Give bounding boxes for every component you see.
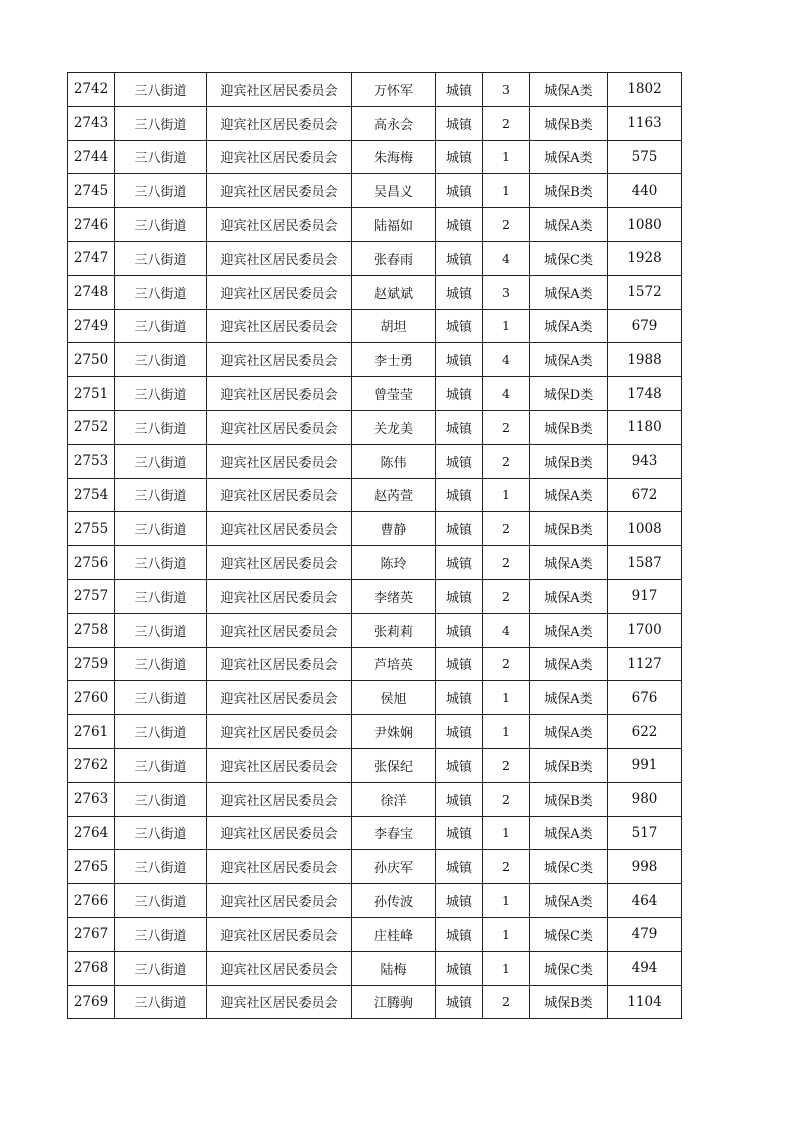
- amount-cell: 1008: [608, 512, 682, 546]
- name-cell: 江腾驹: [352, 985, 436, 1019]
- street-cell: 三八街道: [115, 681, 207, 715]
- record-id-cell: 2753: [68, 444, 115, 478]
- committee-cell: 迎宾社区居民委员会: [207, 241, 352, 275]
- record-id-cell: 2759: [68, 647, 115, 681]
- category-cell: 城保A类: [530, 343, 608, 377]
- household-type-cell: 城镇: [436, 174, 483, 208]
- street-cell: 三八街道: [115, 816, 207, 850]
- street-cell: 三八街道: [115, 73, 207, 107]
- category-cell: 城保B类: [530, 748, 608, 782]
- category-cell: 城保B类: [530, 444, 608, 478]
- amount-cell: 622: [608, 715, 682, 749]
- category-cell: 城保A类: [530, 546, 608, 580]
- street-cell: 三八街道: [115, 850, 207, 884]
- street-cell: 三八街道: [115, 715, 207, 749]
- member-count-cell: 2: [483, 410, 530, 444]
- amount-cell: 464: [608, 884, 682, 918]
- record-id-cell: 2752: [68, 410, 115, 444]
- member-count-cell: 1: [483, 816, 530, 850]
- member-count-cell: 1: [483, 309, 530, 343]
- category-cell: 城保C类: [530, 241, 608, 275]
- amount-cell: 1180: [608, 410, 682, 444]
- record-id-cell: 2755: [68, 512, 115, 546]
- household-type-cell: 城镇: [436, 579, 483, 613]
- record-id-cell: 2750: [68, 343, 115, 377]
- member-count-cell: 1: [483, 715, 530, 749]
- table-row: [68, 850, 682, 884]
- household-type-cell: 城镇: [436, 816, 483, 850]
- amount-cell: 998: [608, 850, 682, 884]
- name-cell: 李士勇: [352, 343, 436, 377]
- table-row: [68, 275, 682, 309]
- member-count-cell: 2: [483, 444, 530, 478]
- amount-cell: 980: [608, 782, 682, 816]
- record-id-cell: 2757: [68, 579, 115, 613]
- record-id-cell: 2763: [68, 782, 115, 816]
- household-type-cell: 城镇: [436, 917, 483, 951]
- member-count-cell: 1: [483, 140, 530, 174]
- table-row: [68, 174, 682, 208]
- table-row: [68, 546, 682, 580]
- table-row: [68, 951, 682, 985]
- household-type-cell: 城镇: [436, 208, 483, 242]
- street-cell: 三八街道: [115, 343, 207, 377]
- name-cell: 朱海梅: [352, 140, 436, 174]
- name-cell: 胡坦: [352, 309, 436, 343]
- household-type-cell: 城镇: [436, 343, 483, 377]
- committee-cell: 迎宾社区居民委员会: [207, 613, 352, 647]
- committee-cell: 迎宾社区居民委员会: [207, 816, 352, 850]
- table-row: [68, 343, 682, 377]
- amount-cell: 991: [608, 748, 682, 782]
- street-cell: 三八街道: [115, 309, 207, 343]
- committee-cell: 迎宾社区居民委员会: [207, 782, 352, 816]
- category-cell: 城保B类: [530, 174, 608, 208]
- household-type-cell: 城镇: [436, 715, 483, 749]
- category-cell: 城保B类: [530, 106, 608, 140]
- name-cell: 孙传波: [352, 884, 436, 918]
- household-type-cell: 城镇: [436, 850, 483, 884]
- household-type-cell: 城镇: [436, 512, 483, 546]
- record-id-cell: 2769: [68, 985, 115, 1019]
- table-row: [68, 715, 682, 749]
- street-cell: 三八街道: [115, 106, 207, 140]
- committee-cell: 迎宾社区居民委员会: [207, 444, 352, 478]
- record-id-cell: 2748: [68, 275, 115, 309]
- table-row: [68, 748, 682, 782]
- household-type-cell: 城镇: [436, 444, 483, 478]
- record-id-cell: 2744: [68, 140, 115, 174]
- category-cell: 城保A类: [530, 647, 608, 681]
- record-id-cell: 2742: [68, 73, 115, 107]
- name-cell: 孙庆军: [352, 850, 436, 884]
- amount-cell: 679: [608, 309, 682, 343]
- committee-cell: 迎宾社区居民委员会: [207, 275, 352, 309]
- street-cell: 三八街道: [115, 748, 207, 782]
- street-cell: 三八街道: [115, 512, 207, 546]
- category-cell: 城保D类: [530, 377, 608, 411]
- committee-cell: 迎宾社区居民委员会: [207, 140, 352, 174]
- name-cell: 赵斌斌: [352, 275, 436, 309]
- name-cell: 芦培英: [352, 647, 436, 681]
- street-cell: 三八街道: [115, 917, 207, 951]
- household-type-cell: 城镇: [436, 275, 483, 309]
- street-cell: 三八街道: [115, 884, 207, 918]
- street-cell: 三八街道: [115, 377, 207, 411]
- street-cell: 三八街道: [115, 546, 207, 580]
- member-count-cell: 2: [483, 106, 530, 140]
- member-count-cell: 4: [483, 343, 530, 377]
- name-cell: 赵芮萱: [352, 478, 436, 512]
- category-cell: 城保A类: [530, 140, 608, 174]
- amount-cell: 440: [608, 174, 682, 208]
- member-count-cell: 2: [483, 579, 530, 613]
- committee-cell: 迎宾社区居民委员会: [207, 106, 352, 140]
- committee-cell: 迎宾社区居民委员会: [207, 579, 352, 613]
- street-cell: 三八街道: [115, 410, 207, 444]
- household-type-cell: 城镇: [436, 951, 483, 985]
- record-id-cell: 2751: [68, 377, 115, 411]
- member-count-cell: 3: [483, 73, 530, 107]
- amount-cell: 1127: [608, 647, 682, 681]
- street-cell: 三八街道: [115, 174, 207, 208]
- committee-cell: 迎宾社区居民委员会: [207, 343, 352, 377]
- amount-cell: 575: [608, 140, 682, 174]
- amount-cell: 479: [608, 917, 682, 951]
- category-cell: 城保B类: [530, 512, 608, 546]
- committee-cell: 迎宾社区居民委员会: [207, 647, 352, 681]
- name-cell: 庄桂峰: [352, 917, 436, 951]
- table-row: [68, 613, 682, 647]
- name-cell: 陆梅: [352, 951, 436, 985]
- street-cell: 三八街道: [115, 478, 207, 512]
- name-cell: 尹姝娴: [352, 715, 436, 749]
- table-row: [68, 884, 682, 918]
- household-type-cell: 城镇: [436, 478, 483, 512]
- committee-cell: 迎宾社区居民委员会: [207, 546, 352, 580]
- committee-cell: 迎宾社区居民委员会: [207, 951, 352, 985]
- table-row: [68, 681, 682, 715]
- amount-cell: 1587: [608, 546, 682, 580]
- name-cell: 陈玲: [352, 546, 436, 580]
- records-table-body: [68, 73, 682, 1019]
- street-cell: 三八街道: [115, 951, 207, 985]
- name-cell: 侯旭: [352, 681, 436, 715]
- name-cell: 高永会: [352, 106, 436, 140]
- record-id-cell: 2745: [68, 174, 115, 208]
- category-cell: 城保A类: [530, 208, 608, 242]
- category-cell: 城保B类: [530, 410, 608, 444]
- household-type-cell: 城镇: [436, 782, 483, 816]
- table-row: [68, 782, 682, 816]
- table-row: [68, 647, 682, 681]
- amount-cell: 494: [608, 951, 682, 985]
- household-type-cell: 城镇: [436, 985, 483, 1019]
- household-type-cell: 城镇: [436, 681, 483, 715]
- table-row: [68, 73, 682, 107]
- amount-cell: 1802: [608, 73, 682, 107]
- member-count-cell: 1: [483, 884, 530, 918]
- record-id-cell: 2749: [68, 309, 115, 343]
- household-type-cell: 城镇: [436, 546, 483, 580]
- category-cell: 城保A类: [530, 884, 608, 918]
- name-cell: 万怀军: [352, 73, 436, 107]
- name-cell: 陆福如: [352, 208, 436, 242]
- category-cell: 城保A类: [530, 309, 608, 343]
- committee-cell: 迎宾社区居民委员会: [207, 478, 352, 512]
- household-type-cell: 城镇: [436, 410, 483, 444]
- street-cell: 三八街道: [115, 140, 207, 174]
- member-count-cell: 1: [483, 681, 530, 715]
- amount-cell: 943: [608, 444, 682, 478]
- committee-cell: 迎宾社区居民委员会: [207, 850, 352, 884]
- committee-cell: 迎宾社区居民委员会: [207, 73, 352, 107]
- committee-cell: 迎宾社区居民委员会: [207, 309, 352, 343]
- committee-cell: 迎宾社区居民委员会: [207, 681, 352, 715]
- household-type-cell: 城镇: [436, 748, 483, 782]
- record-id-cell: 2760: [68, 681, 115, 715]
- category-cell: 城保C类: [530, 850, 608, 884]
- record-id-cell: 2743: [68, 106, 115, 140]
- record-id-cell: 2767: [68, 917, 115, 951]
- amount-cell: 1988: [608, 343, 682, 377]
- table-row: [68, 410, 682, 444]
- table-row: [68, 917, 682, 951]
- amount-cell: 1104: [608, 985, 682, 1019]
- record-id-cell: 2765: [68, 850, 115, 884]
- household-type-cell: 城镇: [436, 73, 483, 107]
- category-cell: 城保A类: [530, 478, 608, 512]
- category-cell: 城保B类: [530, 782, 608, 816]
- category-cell: 城保A类: [530, 73, 608, 107]
- member-count-cell: 2: [483, 985, 530, 1019]
- table-row: [68, 579, 682, 613]
- member-count-cell: 3: [483, 275, 530, 309]
- name-cell: 吴昌义: [352, 174, 436, 208]
- amount-cell: 1928: [608, 241, 682, 275]
- member-count-cell: 4: [483, 377, 530, 411]
- committee-cell: 迎宾社区居民委员会: [207, 512, 352, 546]
- name-cell: 张春雨: [352, 241, 436, 275]
- household-type-cell: 城镇: [436, 140, 483, 174]
- record-id-cell: 2761: [68, 715, 115, 749]
- table-row: [68, 478, 682, 512]
- amount-cell: 1572: [608, 275, 682, 309]
- name-cell: 李春宝: [352, 816, 436, 850]
- amount-cell: 1163: [608, 106, 682, 140]
- table-row: [68, 241, 682, 275]
- record-id-cell: 2747: [68, 241, 115, 275]
- table-row: [68, 444, 682, 478]
- record-id-cell: 2754: [68, 478, 115, 512]
- category-cell: 城保A类: [530, 816, 608, 850]
- household-type-cell: 城镇: [436, 309, 483, 343]
- street-cell: 三八街道: [115, 208, 207, 242]
- household-type-cell: 城镇: [436, 377, 483, 411]
- category-cell: 城保A类: [530, 715, 608, 749]
- committee-cell: 迎宾社区居民委员会: [207, 410, 352, 444]
- name-cell: 张莉莉: [352, 613, 436, 647]
- records-table: [67, 72, 682, 1019]
- member-count-cell: 2: [483, 748, 530, 782]
- member-count-cell: 1: [483, 478, 530, 512]
- amount-cell: 672: [608, 478, 682, 512]
- record-id-cell: 2764: [68, 816, 115, 850]
- name-cell: 张保纪: [352, 748, 436, 782]
- amount-cell: 1700: [608, 613, 682, 647]
- category-cell: 城保A类: [530, 613, 608, 647]
- committee-cell: 迎宾社区居民委员会: [207, 174, 352, 208]
- street-cell: 三八街道: [115, 985, 207, 1019]
- record-id-cell: 2768: [68, 951, 115, 985]
- name-cell: 关龙美: [352, 410, 436, 444]
- household-type-cell: 城镇: [436, 647, 483, 681]
- committee-cell: 迎宾社区居民委员会: [207, 917, 352, 951]
- name-cell: 李绪英: [352, 579, 436, 613]
- category-cell: 城保A类: [530, 579, 608, 613]
- record-id-cell: 2762: [68, 748, 115, 782]
- record-id-cell: 2766: [68, 884, 115, 918]
- household-type-cell: 城镇: [436, 241, 483, 275]
- street-cell: 三八街道: [115, 444, 207, 478]
- amount-cell: 1080: [608, 208, 682, 242]
- member-count-cell: 1: [483, 951, 530, 985]
- table-row: [68, 140, 682, 174]
- committee-cell: 迎宾社区居民委员会: [207, 884, 352, 918]
- amount-cell: 676: [608, 681, 682, 715]
- table-row: [68, 309, 682, 343]
- member-count-cell: 2: [483, 782, 530, 816]
- name-cell: 曹静: [352, 512, 436, 546]
- name-cell: 徐洋: [352, 782, 436, 816]
- record-id-cell: 2746: [68, 208, 115, 242]
- member-count-cell: 1: [483, 917, 530, 951]
- member-count-cell: 4: [483, 241, 530, 275]
- amount-cell: 917: [608, 579, 682, 613]
- category-cell: 城保A类: [530, 275, 608, 309]
- table-row: [68, 985, 682, 1019]
- member-count-cell: 2: [483, 647, 530, 681]
- member-count-cell: 1: [483, 174, 530, 208]
- committee-cell: 迎宾社区居民委员会: [207, 985, 352, 1019]
- member-count-cell: 2: [483, 546, 530, 580]
- committee-cell: 迎宾社区居民委员会: [207, 208, 352, 242]
- table-row: [68, 106, 682, 140]
- record-id-cell: 2756: [68, 546, 115, 580]
- name-cell: 陈伟: [352, 444, 436, 478]
- category-cell: 城保B类: [530, 985, 608, 1019]
- category-cell: 城保C类: [530, 951, 608, 985]
- record-id-cell: 2758: [68, 613, 115, 647]
- category-cell: 城保A类: [530, 681, 608, 715]
- name-cell: 曾莹莹: [352, 377, 436, 411]
- household-type-cell: 城镇: [436, 106, 483, 140]
- street-cell: 三八街道: [115, 579, 207, 613]
- member-count-cell: 2: [483, 512, 530, 546]
- table-row: [68, 512, 682, 546]
- street-cell: 三八街道: [115, 241, 207, 275]
- street-cell: 三八街道: [115, 275, 207, 309]
- committee-cell: 迎宾社区居民委员会: [207, 748, 352, 782]
- table-row: [68, 377, 682, 411]
- committee-cell: 迎宾社区居民委员会: [207, 715, 352, 749]
- amount-cell: 1748: [608, 377, 682, 411]
- street-cell: 三八街道: [115, 782, 207, 816]
- committee-cell: 迎宾社区居民委员会: [207, 377, 352, 411]
- category-cell: 城保C类: [530, 917, 608, 951]
- table-row: [68, 816, 682, 850]
- household-type-cell: 城镇: [436, 613, 483, 647]
- member-count-cell: 4: [483, 613, 530, 647]
- table-row: [68, 208, 682, 242]
- member-count-cell: 2: [483, 208, 530, 242]
- street-cell: 三八街道: [115, 613, 207, 647]
- amount-cell: 517: [608, 816, 682, 850]
- member-count-cell: 2: [483, 850, 530, 884]
- street-cell: 三八街道: [115, 647, 207, 681]
- household-type-cell: 城镇: [436, 884, 483, 918]
